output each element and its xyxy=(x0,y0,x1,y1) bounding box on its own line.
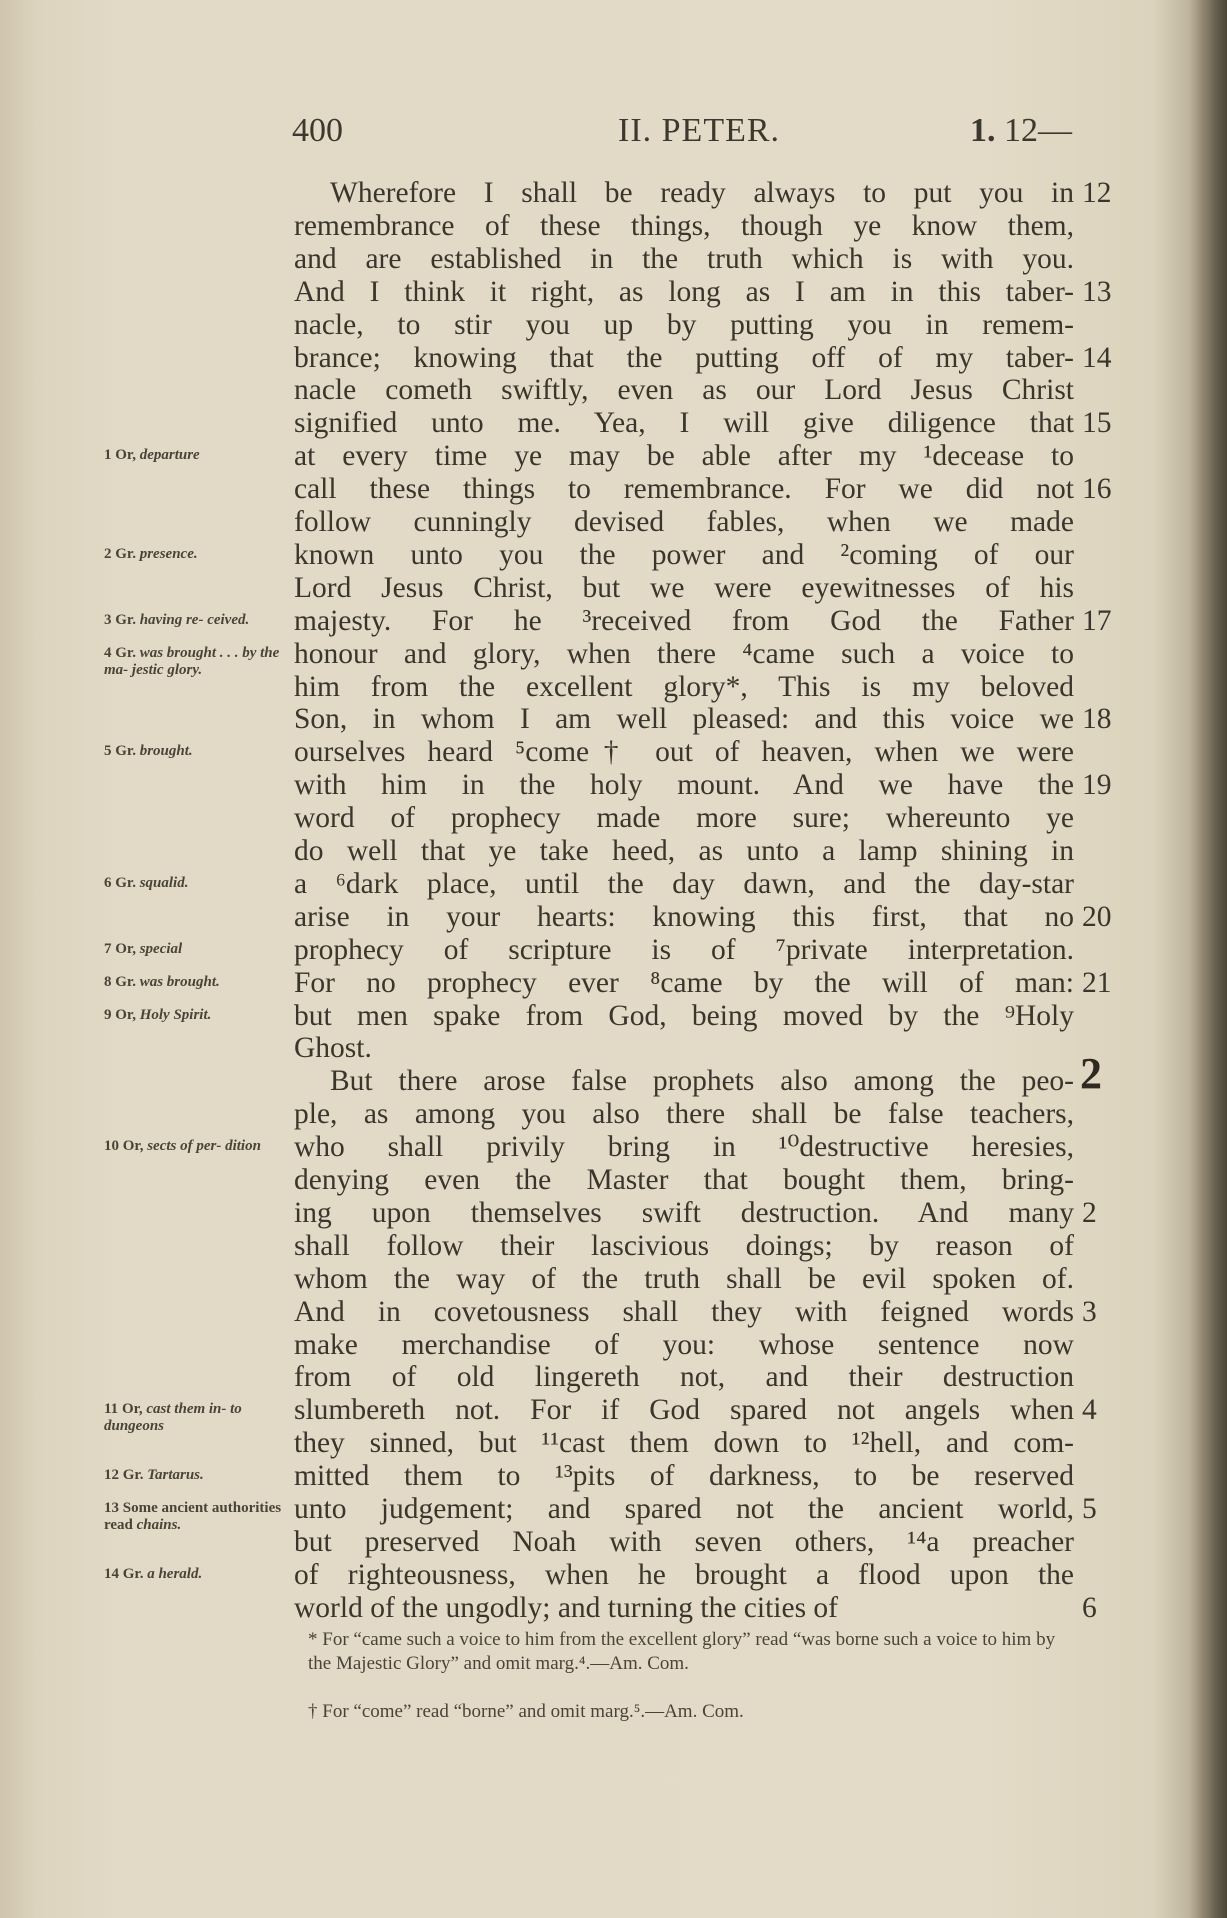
text-line: and are established in the truth which is with you. xyxy=(294,242,1074,275)
margin-note-prefix: Gr. xyxy=(122,1565,144,1582)
ref-verse: 12— xyxy=(1004,112,1072,149)
margin-note-text: was brought. xyxy=(139,973,220,990)
margin-note-number: 5 xyxy=(104,743,112,760)
margin-note xyxy=(104,1500,290,1534)
margin-note xyxy=(104,612,290,629)
margin-note-text: cast them in- to dungeons xyxy=(104,1401,242,1435)
margin-note xyxy=(104,974,290,991)
margin-note-prefix: Or, xyxy=(115,940,136,957)
text-line: mitted them to ¹³pits of darkness, to be reserved xyxy=(294,1460,1074,1493)
text-line: who shall privily bring in ¹⁰destructive heresies, xyxy=(294,1131,1074,1164)
text-line: Lord Jesus Christ, but we were eyewitnesses of his xyxy=(294,571,1074,604)
verse-number: 15 xyxy=(1082,407,1112,440)
footnote: † For “come” read “borne” and omit marg.⁵.—Am. Com. xyxy=(308,1701,744,1722)
margin-note-prefix: Or, xyxy=(122,1138,144,1155)
margin-note-text: brought. xyxy=(139,743,193,760)
text-line: Wherefore I shall be ready always to put you in xyxy=(330,177,1074,209)
text-line: make merchandise of you: whose sentence now xyxy=(294,1328,1074,1361)
text-line: Son, in whom I am well pleased: and this voice we xyxy=(294,703,1074,736)
text-line: slumbereth not. For if God spared not angels when xyxy=(294,1394,1074,1427)
verse-number: 14 xyxy=(1082,341,1112,374)
margin-note xyxy=(104,1007,290,1024)
footnote: * For “came such a voice to him from the excellent glory” read “was borne such a voice to him by the Majestic Glory” and omit marg.⁴.—Am. Com. xyxy=(308,1629,1056,1674)
text-line: word of prophecy made more sure; whereunto ye xyxy=(294,802,1074,835)
text-line: ing upon themselves swift destruction. And many xyxy=(294,1196,1074,1229)
margin-note-prefix: Some ancient authorities read xyxy=(104,1500,282,1533)
chapter-number: 2 xyxy=(1080,1049,1102,1098)
verse-number: 12 xyxy=(1082,177,1112,209)
margin-note xyxy=(104,447,290,464)
margin-note-number: 11 xyxy=(104,1401,119,1418)
margin-note-text: squalid. xyxy=(139,874,189,891)
margin-note-number: 6 xyxy=(104,874,112,891)
margin-note-number: 10 xyxy=(104,1138,119,1155)
text-line: ple, as among you also there shall be false teachers, xyxy=(294,1098,1074,1131)
text-line: denying even the Master that bought them, bring- xyxy=(294,1164,1074,1196)
book-title: II. PETER. xyxy=(618,112,781,149)
verse-number: 18 xyxy=(1082,703,1112,736)
margin-note-text: was brought . . . by the ma- jestic glory. xyxy=(104,644,280,678)
text-line: unto judgement; and spared not the ancient world, xyxy=(294,1493,1074,1525)
text-line: at every time ye may be able after my ¹decease to xyxy=(294,440,1074,473)
margin-note xyxy=(104,546,290,563)
margin-note-prefix: Gr. xyxy=(115,644,136,661)
margin-note-text: Holy Spirit. xyxy=(139,1006,212,1023)
margin-note-text: a herald. xyxy=(147,1565,203,1582)
verse-number: 5 xyxy=(1082,1493,1097,1525)
text-line: ourselves heard ⁵come† out of heaven, when we were xyxy=(294,736,1074,769)
margin-note-number: 9 xyxy=(104,1006,112,1023)
verse-number: 16 xyxy=(1082,473,1112,506)
margin-note xyxy=(104,645,290,679)
margin-note-text: special xyxy=(139,940,183,957)
verse-number: 6 xyxy=(1082,1591,1097,1624)
margin-note xyxy=(104,941,290,958)
verse-number: 4 xyxy=(1082,1394,1097,1427)
text-line: signified unto me. Yea, I will give diligence that xyxy=(294,407,1074,440)
margin-note-text: departure xyxy=(139,447,200,464)
margin-note xyxy=(104,875,290,892)
text-line: world of the ungodly; and turning the cities of xyxy=(294,1591,839,1624)
verse-number: 19 xyxy=(1082,769,1112,802)
text-line: but men spake from God, being moved by the ⁹Holy xyxy=(294,999,1074,1032)
margin-note-text: presence. xyxy=(139,545,198,562)
text-line: they sinned, but ¹¹cast them down to ¹²hell, and com- xyxy=(294,1427,1074,1460)
text-line: And in covetousness shall they with feigned words xyxy=(294,1295,1074,1328)
margin-note-text: sects of per- dition xyxy=(147,1138,261,1155)
margin-note xyxy=(104,1401,290,1435)
margin-note-prefix: Gr. xyxy=(115,973,136,990)
text-line: but preserved Noah with seven others, ¹⁴a preacher xyxy=(294,1525,1074,1558)
margin-note-number: 4 xyxy=(104,644,112,661)
text-line: with him in the holy mount. And we have the xyxy=(294,769,1074,802)
verse-number: 13 xyxy=(1082,275,1112,308)
text-line: nacle cometh swiftly, even as our Lord Jesus Christ xyxy=(294,374,1074,407)
text-line: him from the excellent glory*, This is my beloved xyxy=(294,670,1074,703)
margin-note-prefix: Gr. xyxy=(115,545,136,562)
margin-note-text: Tartarus. xyxy=(147,1467,204,1484)
margin-note-number: 14 xyxy=(104,1565,119,1582)
text-line: nacle, to stir you up by putting you in remem- xyxy=(294,308,1074,341)
margin-note-text: chains. xyxy=(136,1517,182,1533)
margin-note-number: 8 xyxy=(104,973,112,990)
margin-note xyxy=(104,1566,290,1583)
verse-number: 3 xyxy=(1082,1295,1097,1328)
text-line: do well that ye take heed, as unto a lamp shining in xyxy=(294,835,1074,867)
margin-note xyxy=(104,1138,290,1155)
margin-note-prefix: Gr. xyxy=(115,874,136,891)
margin-note-number: 3 xyxy=(104,611,112,628)
text-line: whom the way of the truth shall be evil spoken of. xyxy=(294,1262,1074,1295)
text-line: arise in your hearts: knowing this first, that no xyxy=(294,900,1074,933)
text-line: follow cunningly devised fables, when we made xyxy=(294,506,1074,538)
book-spine-shadow xyxy=(1189,0,1227,1918)
margin-note xyxy=(104,1467,290,1484)
margin-note-number: 13 xyxy=(104,1500,119,1516)
text-line: shall follow their lascivious doings; by reason of xyxy=(294,1229,1074,1262)
text-line: honour and glory, when there ⁴came such a voice to xyxy=(294,637,1074,670)
verse-number: 20 xyxy=(1082,900,1112,933)
text-line: brance; knowing that the putting off of my taber- xyxy=(294,341,1074,374)
verse-number: 17 xyxy=(1082,604,1112,637)
margin-note-number: 12 xyxy=(104,1467,119,1484)
text-line: prophecy of scripture is of ⁷private interpretation. xyxy=(294,933,1074,966)
text-line: And I think it right, as long as I am in this taber- xyxy=(294,275,1074,308)
margin-note-prefix: Or, xyxy=(115,447,136,464)
running-header xyxy=(292,112,1072,156)
margin-note-number: 2 xyxy=(104,545,112,562)
margin-note-prefix: Gr. xyxy=(122,1467,144,1484)
text-line: known unto you the power and ²coming of our xyxy=(294,538,1074,571)
margin-note-number: 7 xyxy=(104,940,112,957)
margin-note-prefix: Or, xyxy=(115,1006,136,1023)
text-line: For no prophecy ever ⁸came by the will of man: xyxy=(294,966,1074,999)
chapter-verse-reference xyxy=(970,112,1072,150)
margin-note-prefix: Or, xyxy=(121,1401,143,1418)
text-line: remembrance of these things, though ye know them, xyxy=(294,209,1074,242)
margin-note xyxy=(104,743,290,760)
margin-note-prefix: Gr. xyxy=(115,611,136,628)
verse-number: 21 xyxy=(1082,966,1112,999)
text-line: But there arose false prophets also among the peo- xyxy=(330,1065,1074,1098)
text-line: a ⁶dark place, until the day dawn, and the day-star xyxy=(294,867,1074,900)
text-line: majesty. For he ³received from God the Father xyxy=(294,604,1074,637)
ref-chapter: 1. xyxy=(970,112,996,149)
page-number: 400 xyxy=(292,112,343,149)
text-line: from of old lingereth not, and their destruction xyxy=(294,1361,1074,1394)
text-line: Ghost. xyxy=(294,1032,372,1065)
margin-note-number: 1 xyxy=(104,447,112,464)
text-line: call these things to remembrance. For we did not xyxy=(294,473,1074,506)
margin-note-prefix: Gr. xyxy=(115,743,136,760)
verse-number: 2 xyxy=(1082,1196,1097,1229)
margin-note-text: having re- ceived. xyxy=(139,611,250,628)
text-line: of righteousness, when he brought a flood upon the xyxy=(294,1558,1074,1591)
